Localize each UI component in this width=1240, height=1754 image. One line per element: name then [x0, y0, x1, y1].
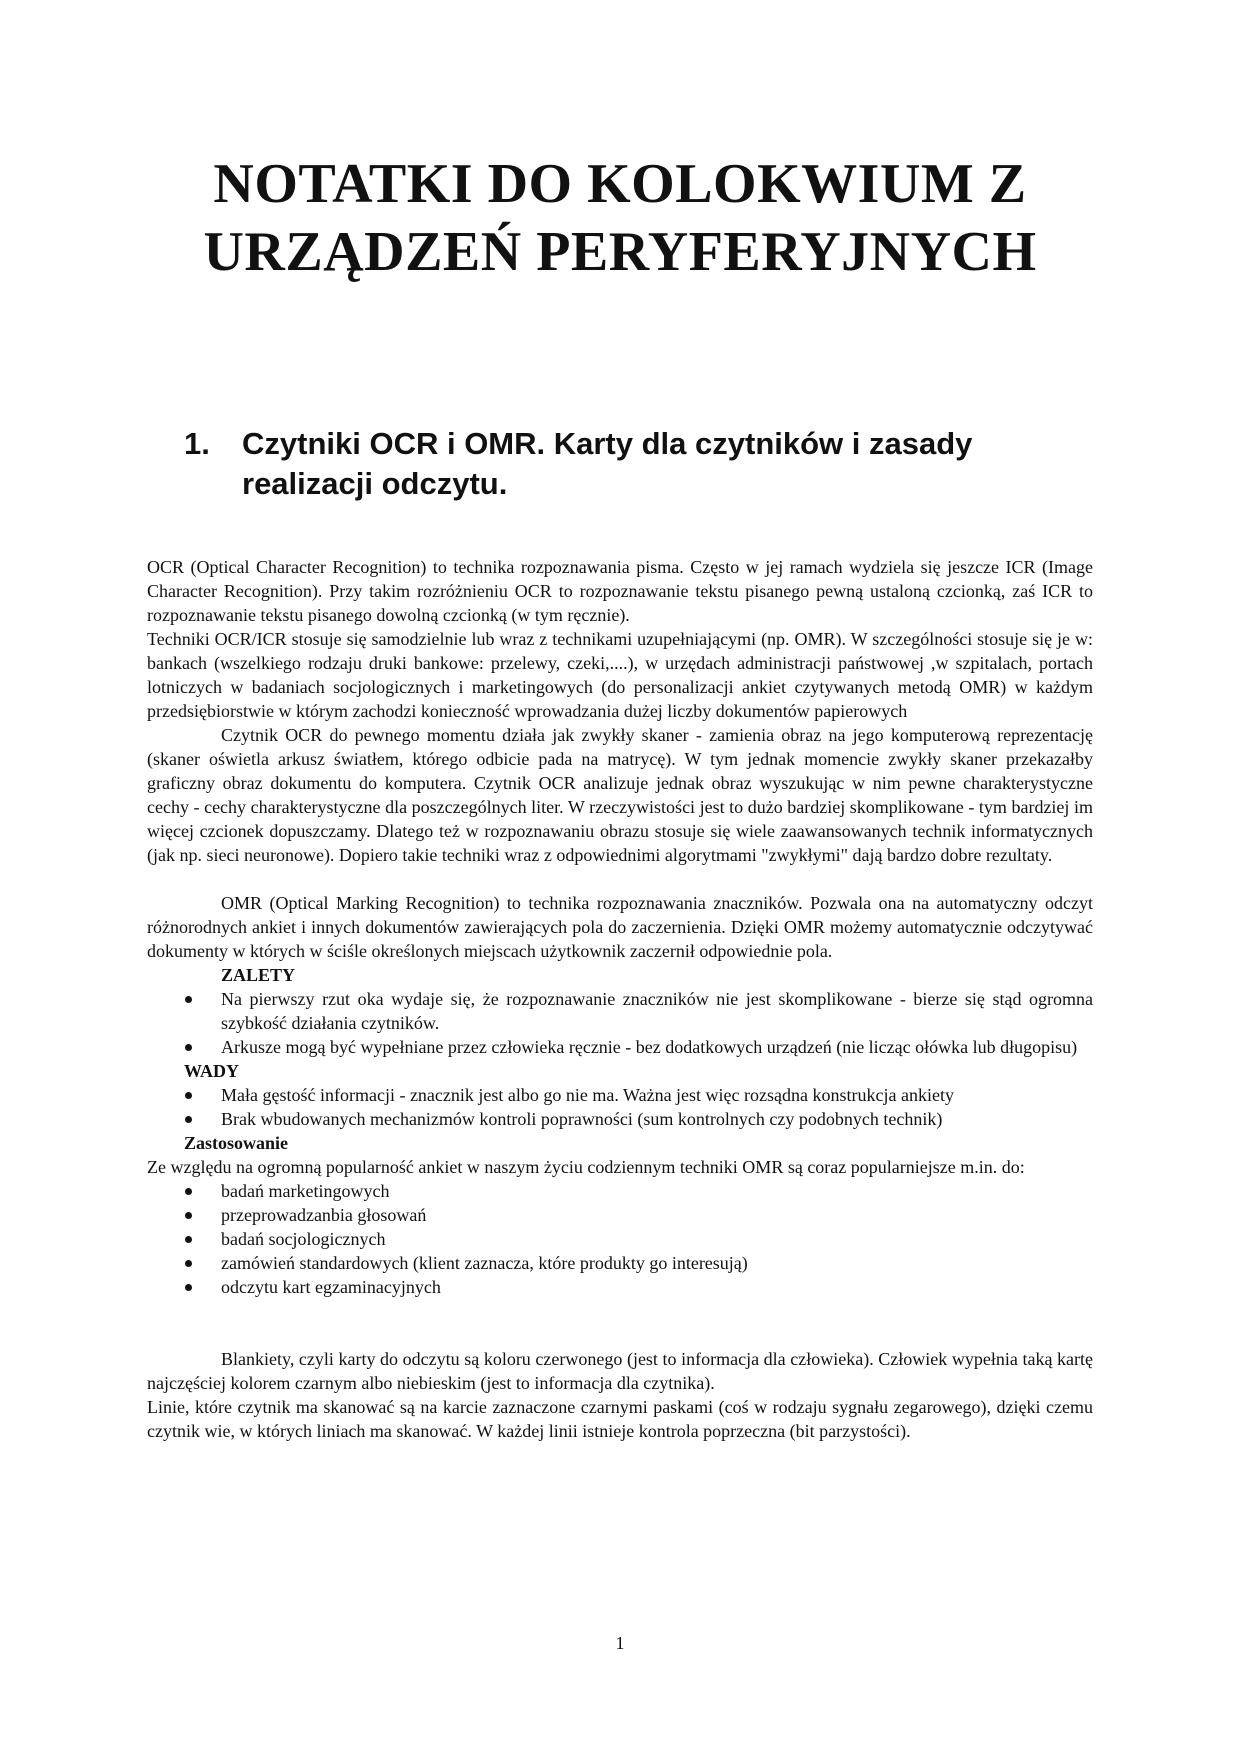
zastosowanie-list [147, 1179, 1093, 1299]
paragraph-ocr-intro: OCR (Optical Character Recognition) to technika rozpoznawania pisma. Często w jej ramach wydziela się jeszcze ICR (Image Character Recognition). Przy takim rozróżnieniu OCR to rozpoznawanie tekstu pisanego pewną ustaloną czcionką, zaś ICR to rozpoznawanie tekstu pisanego dowolną czcionką (w tym ręcznie). [147, 557, 1093, 625]
bullet-icon [185, 1092, 192, 1099]
section-heading [184, 424, 1084, 504]
bullet-icon [185, 1212, 192, 1219]
wady-label: WADY [184, 1061, 240, 1081]
list-item [147, 987, 1093, 1035]
section-number: 1. [184, 426, 210, 461]
list-item [147, 1179, 1093, 1203]
list-item-text: Arkusze mogą być wypełniane przez człowieka ręcznie - bez dodatkowych urządzeń (nie licząc ołówka lub długopisu) [221, 1037, 1078, 1057]
list-item [147, 1083, 1093, 1107]
document-title-line-1: NOTATKI DO KOLOKWIUM Z [213, 153, 1027, 215]
paragraph-ocr-reader: Czytnik OCR do pewnego momentu działa jak zwykły skaner - zamienia obraz na jego komputerową reprezentację (skaner oświetla arkusz światłem, którego odbicie pada na matrycę). W tym jednak momencie zwykły skaner przekazałby graficzny obraz dokumentu do komputera. Czytnik OCR analizuje jednak obraz wyszukując w nim pewne charakterystyczne cechy - cechy charakterystyczne dla poszczególnych liter. W rzeczywistości jest to dużo bardziej skomplikowane - tym bardziej im więcej czcionek dopuszczamy. Dlatego też w rozpoznawaniu obrazu stosuje się wiele zaawansowanych technik informatycznych (jak np. sieci neuronowe). Dopiero takie techniki wraz z odpowiednimi algorytmami "zwykłymi" dają bardzo dobre rezultaty. [147, 725, 1093, 865]
page-number: 1 [615, 1633, 625, 1653]
bullet-icon [185, 1044, 192, 1051]
zalety-list [147, 987, 1093, 1059]
list-item-text: Brak wbudowanych mechanizmów kontroli poprawności (sum kontrolnych czy podobnych technik) [221, 1109, 943, 1129]
wady-list [147, 1083, 1093, 1131]
list-item [147, 1251, 1093, 1275]
list-item-text: Mała gęstość informacji - znacznik jest albo go nie ma. Ważna jest więc rozsądna konstrukcja ankiety [221, 1085, 954, 1105]
section-heading-line-2: realizacji odczytu. [242, 466, 508, 501]
paragraph-blankiety: Blankiety, czyli karty do odczytu są koloru czerwonego (jest to informacja dla człowieka). Człowiek wypełnia taką kartę najczęściej kolorem czarnym albo niebieskim (jest to informacja dla czytnika). [147, 1349, 1093, 1393]
bullet-icon [185, 1188, 192, 1195]
document-body [147, 555, 1093, 1443]
document-title [0, 150, 1240, 286]
paragraph-spacer [147, 867, 1093, 891]
section-heading-line-1: Czytniki OCR i OMR. Karty dla czytników i zasady [242, 426, 973, 461]
list-item [147, 1275, 1093, 1299]
list-item [147, 1035, 1093, 1059]
document-title-line-2: URZĄDZEŃ PERYFERYJNYCH [203, 221, 1037, 283]
bullet-icon [185, 1236, 192, 1243]
paragraph-linie: Linie, które czytnik ma skanować są na karcie zaznaczone czarnymi paskami (coś w rodzaju sygnału zegarowego), dzięki czemu czytnik wie, w których liniach ma skanować. W każdej linii istnieje kontrola poprzeczna (bit parzystości). [147, 1397, 1093, 1441]
list-item-text: badań socjologicznych [221, 1229, 386, 1249]
paragraph-spacer [147, 1299, 1093, 1347]
list-item-text: badań marketingowych [221, 1181, 390, 1201]
paragraph-ocr-usage: Techniki OCR/ICR stosuje się samodzielnie lub wraz z technikami uzupełniającymi (np. OMR). W szczególności stosuje się je w: bankach (wszelkiego rodzaju druki bankowe: przelewy, czeki,....), w urzędach administracji państwowej ,w szpitalach, portach lotniczych w badaniach socjologicznych i marketingowych (do personalizacji ankiet czytywanych metodą OMR) w każdym przedsiębiorstwie w którym zachodzi konieczność wprowadzania dużej liczby dokumentów papierowych [147, 629, 1093, 721]
paragraph-omr-intro: OMR (Optical Marking Recognition) to technika rozpoznawania znaczników. Pozwala ona na automatyczny odczyt różnorodnych ankiet i innych dokumentów zawierających pola do zaczernienia. Dzięki OMR możemy automatycznie odczytywać dokumenty w których w ściśle określonych miejscach użytkownik zaczernił odpowiednie pola. [147, 893, 1093, 961]
bullet-icon [185, 1116, 192, 1123]
zalety-label: ZALETY [221, 965, 296, 985]
list-item [147, 1203, 1093, 1227]
list-item [147, 1107, 1093, 1131]
bullet-icon [185, 996, 192, 1003]
list-item-text: zamówień standardowych (klient zaznacza, które produkty go interesują) [221, 1253, 748, 1273]
list-item-text: odczytu kart egzaminacyjnych [221, 1277, 441, 1297]
list-item-text: Na pierwszy rzut oka wydaje się, że rozpoznawanie znaczników nie jest skomplikowane - bierze się stąd ogromna szybkość działania czytników. [221, 989, 1093, 1033]
paragraph-zastosowanie-intro: Ze względu na ogromną popularność ankiet w naszym życiu codziennym techniki OMR są coraz popularniejsze m.in. do: [147, 1157, 1025, 1177]
list-item-text: przeprowadzanbia głosowań [221, 1205, 427, 1225]
bullet-icon [185, 1260, 192, 1267]
bullet-icon [185, 1284, 192, 1291]
list-item [147, 1227, 1093, 1251]
zastosowanie-label: Zastosowanie [184, 1133, 289, 1153]
